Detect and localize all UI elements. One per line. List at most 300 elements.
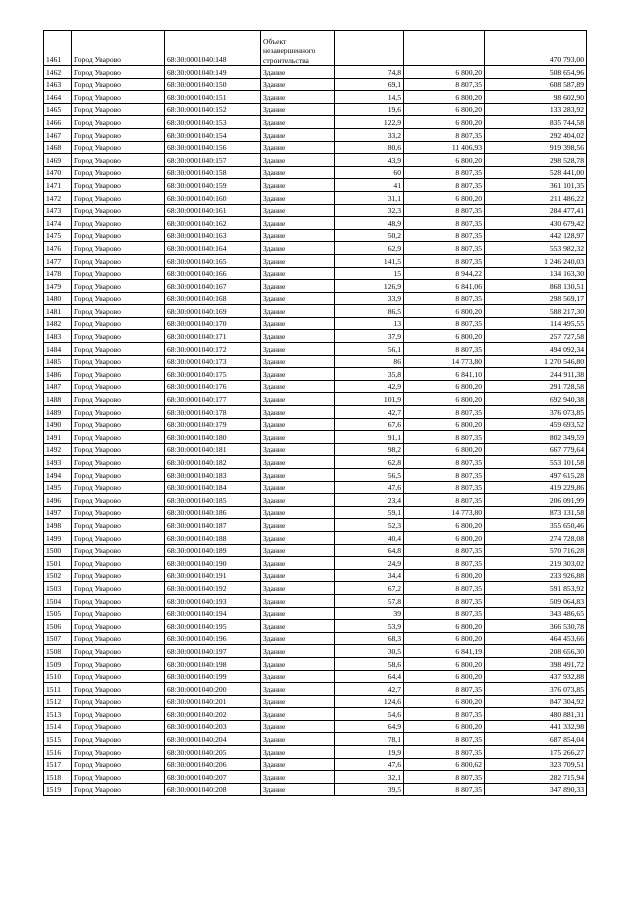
table-row xyxy=(44,670,587,683)
cadastral-number-cell: 68:30:0001040:158 xyxy=(165,166,261,179)
specific-value-cell: 6 800,20 xyxy=(404,418,485,431)
row-number-cell: 1498 xyxy=(44,519,72,532)
row-number-cell: 1484 xyxy=(44,343,72,356)
cadastral-number-cell: 68:30:0001040:199 xyxy=(165,670,261,683)
cadastral-number-cell: 68:30:0001040:166 xyxy=(165,267,261,280)
settlement-cell: Город Уварово xyxy=(72,280,165,293)
area-cell: 13 xyxy=(335,317,404,330)
object-type-cell: Здание xyxy=(261,191,335,204)
table-row xyxy=(44,469,587,482)
specific-value-cell: 6 800,20 xyxy=(404,670,485,683)
cadastral-number-cell: 68:30:0001040:151 xyxy=(165,91,261,104)
area-cell: 40,4 xyxy=(335,531,404,544)
specific-value-cell: 8 807,35 xyxy=(404,179,485,192)
object-type-cell: Здание xyxy=(261,305,335,318)
table-row xyxy=(44,607,587,620)
specific-value-cell: 6 800,20 xyxy=(404,330,485,343)
object-type-cell: Здание xyxy=(261,128,335,141)
table-row xyxy=(44,78,587,91)
cadastral-value-cell: 508 654,96 xyxy=(485,66,587,79)
cadastral-value-cell: 323 709,51 xyxy=(485,758,587,771)
cadastral-value-cell: 284 477,41 xyxy=(485,204,587,217)
cadastral-value-cell: 244 911,38 xyxy=(485,368,587,381)
cadastral-value-cell: 298 569,17 xyxy=(485,292,587,305)
area-cell: 42,9 xyxy=(335,380,404,393)
specific-value-cell: 8 807,35 xyxy=(404,771,485,784)
cadastral-value-cell: 233 926,88 xyxy=(485,569,587,582)
table-row xyxy=(44,91,587,104)
settlement-cell: Город Уварово xyxy=(72,217,165,230)
row-number-cell: 1509 xyxy=(44,657,72,670)
cadastral-number-cell: 68:30:0001040:175 xyxy=(165,368,261,381)
object-type-cell: Здание xyxy=(261,469,335,482)
settlement-cell: Город Уварово xyxy=(72,91,165,104)
area-cell: 33,9 xyxy=(335,292,404,305)
cadastral-number-cell: 68:30:0001040:169 xyxy=(165,305,261,318)
settlement-cell: Город Уварово xyxy=(72,380,165,393)
settlement-cell: Город Уварово xyxy=(72,695,165,708)
cadastral-value-cell: 494 092,34 xyxy=(485,343,587,356)
cadastral-value-cell: 292 404,02 xyxy=(485,128,587,141)
object-type-cell: Здание xyxy=(261,330,335,343)
row-number-cell: 1467 xyxy=(44,128,72,141)
cadastral-value-cell: 464 453,66 xyxy=(485,632,587,645)
specific-value-cell: 6 800,20 xyxy=(404,103,485,116)
area-cell: 67,2 xyxy=(335,582,404,595)
table-row xyxy=(44,746,587,759)
specific-value-cell: 8 807,35 xyxy=(404,292,485,305)
cadastral-number-cell: 68:30:0001040:189 xyxy=(165,544,261,557)
area-cell: 39,5 xyxy=(335,783,404,796)
object-type-cell: Здание xyxy=(261,582,335,595)
cadastral-value-cell: 528 441,00 xyxy=(485,166,587,179)
cadastral-number-cell: 68:30:0001040:165 xyxy=(165,254,261,267)
row-number-cell: 1463 xyxy=(44,78,72,91)
row-number-cell: 1506 xyxy=(44,620,72,633)
cadastral-value-cell: 291 728,58 xyxy=(485,380,587,393)
cadastral-number-cell: 68:30:0001040:176 xyxy=(165,380,261,393)
area-cell: 32,3 xyxy=(335,204,404,217)
row-number-cell: 1477 xyxy=(44,254,72,267)
settlement-cell: Город Уварово xyxy=(72,783,165,796)
specific-value-cell: 8 807,35 xyxy=(404,406,485,419)
cadastral-number-cell: 68:30:0001040:200 xyxy=(165,683,261,696)
object-type-cell: Здание xyxy=(261,368,335,381)
cadastral-value-cell: 134 163,30 xyxy=(485,267,587,280)
row-number-cell: 1512 xyxy=(44,695,72,708)
settlement-cell: Город Уварово xyxy=(72,582,165,595)
object-type-cell: Здание xyxy=(261,657,335,670)
cadastral-number-cell: 68:30:0001040:203 xyxy=(165,720,261,733)
specific-value-cell: 11 406,93 xyxy=(404,141,485,154)
row-number-cell: 1469 xyxy=(44,154,72,167)
area-cell: 52,3 xyxy=(335,519,404,532)
settlement-cell: Город Уварово xyxy=(72,368,165,381)
settlement-cell: Город Уварово xyxy=(72,204,165,217)
table-row xyxy=(44,431,587,444)
specific-value-cell: 6 841,19 xyxy=(404,645,485,658)
cadastral-value-cell: 298 528,78 xyxy=(485,154,587,167)
cadastral-number-cell: 68:30:0001040:177 xyxy=(165,393,261,406)
cadastral-number-cell: 68:30:0001040:156 xyxy=(165,141,261,154)
object-type-cell: Здание xyxy=(261,66,335,79)
settlement-cell: Город Уварово xyxy=(72,720,165,733)
object-type-cell: Здание xyxy=(261,217,335,230)
row-number-cell: 1499 xyxy=(44,531,72,544)
specific-value-cell: 6 841,10 xyxy=(404,368,485,381)
cadastral-value-cell: 608 587,89 xyxy=(485,78,587,91)
cadastral-value-cell: 442 128,97 xyxy=(485,229,587,242)
table-row xyxy=(44,229,587,242)
object-type-cell: Здание xyxy=(261,103,335,116)
table-row xyxy=(44,166,587,179)
specific-value-cell: 8 807,35 xyxy=(404,733,485,746)
area-cell: 19,9 xyxy=(335,746,404,759)
specific-value-cell: 6 800,20 xyxy=(404,531,485,544)
area-cell: 15 xyxy=(335,267,404,280)
specific-value-cell: 8 807,35 xyxy=(404,783,485,796)
object-type-cell: Здание xyxy=(261,292,335,305)
settlement-cell: Город Уварово xyxy=(72,431,165,444)
cadastral-number-cell: 68:30:0001040:194 xyxy=(165,607,261,620)
row-number-cell: 1468 xyxy=(44,141,72,154)
settlement-cell: Город Уварово xyxy=(72,708,165,721)
settlement-cell: Город Уварово xyxy=(72,771,165,784)
settlement-cell: Город Уварово xyxy=(72,632,165,645)
cadastral-number-cell: 68:30:0001040:172 xyxy=(165,343,261,356)
row-number-cell: 1491 xyxy=(44,431,72,444)
table-row xyxy=(44,519,587,532)
row-number-cell: 1504 xyxy=(44,594,72,607)
row-number-cell: 1471 xyxy=(44,179,72,192)
area-cell: 42,7 xyxy=(335,683,404,696)
table-row xyxy=(44,695,587,708)
area-cell: 23,4 xyxy=(335,494,404,507)
cadastral-value-cell: 553 982,32 xyxy=(485,242,587,255)
object-type-cell: Здание xyxy=(261,531,335,544)
table-row xyxy=(44,783,587,796)
row-number-cell: 1494 xyxy=(44,469,72,482)
object-type-cell: Здание xyxy=(261,91,335,104)
specific-value-cell: 6 800,20 xyxy=(404,632,485,645)
object-type-cell: Здание xyxy=(261,204,335,217)
row-number-cell: 1482 xyxy=(44,317,72,330)
object-type-cell: Здание xyxy=(261,166,335,179)
object-type-cell: Здание xyxy=(261,557,335,570)
settlement-cell: Город Уварово xyxy=(72,141,165,154)
specific-value-cell: 6 800,20 xyxy=(404,695,485,708)
cadastral-value-cell: 802 349,59 xyxy=(485,431,587,444)
area-cell: 64,8 xyxy=(335,544,404,557)
specific-value-cell: 8 807,35 xyxy=(404,544,485,557)
cadastral-value-cell: 257 727,58 xyxy=(485,330,587,343)
table-row xyxy=(44,456,587,469)
table-row xyxy=(44,418,587,431)
row-number-cell: 1502 xyxy=(44,569,72,582)
specific-value-cell: 6 800,20 xyxy=(404,569,485,582)
cadastral-value-cell: 847 304,92 xyxy=(485,695,587,708)
settlement-cell: Город Уварово xyxy=(72,254,165,267)
object-type-cell: Здание xyxy=(261,418,335,431)
cadastral-number-cell: 68:30:0001040:153 xyxy=(165,116,261,129)
row-number-cell: 1492 xyxy=(44,443,72,456)
row-number-cell: 1487 xyxy=(44,380,72,393)
table-row xyxy=(44,343,587,356)
settlement-cell: Город Уварово xyxy=(72,191,165,204)
row-number-cell: 1461 xyxy=(44,31,72,66)
cadastral-value-cell: 366 530,78 xyxy=(485,620,587,633)
settlement-cell: Город Уварово xyxy=(72,758,165,771)
object-type-cell: Здание xyxy=(261,683,335,696)
table-row xyxy=(44,330,587,343)
object-type-cell: Здание xyxy=(261,406,335,419)
cadastral-value-cell: 588 217,30 xyxy=(485,305,587,318)
settlement-cell: Город Уварово xyxy=(72,154,165,167)
cadastral-number-cell: 68:30:0001040:180 xyxy=(165,431,261,444)
row-number-cell: 1511 xyxy=(44,683,72,696)
row-number-cell: 1503 xyxy=(44,582,72,595)
specific-value-cell: 14 773,80 xyxy=(404,355,485,368)
area-cell: 24,9 xyxy=(335,557,404,570)
table-row xyxy=(44,305,587,318)
row-number-cell: 1493 xyxy=(44,456,72,469)
cadastral-value-cell: 282 715,94 xyxy=(485,771,587,784)
specific-value-cell: 8 807,35 xyxy=(404,494,485,507)
specific-value-cell: 6 800,20 xyxy=(404,720,485,733)
area-cell: 78,1 xyxy=(335,733,404,746)
cadastral-value-cell: 355 650,46 xyxy=(485,519,587,532)
row-number-cell: 1518 xyxy=(44,771,72,784)
area-cell: 41 xyxy=(335,179,404,192)
area-cell: 141,5 xyxy=(335,254,404,267)
cadastral-value-cell: 441 332,98 xyxy=(485,720,587,733)
specific-value-cell: 8 807,35 xyxy=(404,582,485,595)
area-cell: 80,6 xyxy=(335,141,404,154)
cadastral-number-cell: 68:30:0001040:148 xyxy=(165,31,261,66)
cadastral-value-cell: 873 131,58 xyxy=(485,506,587,519)
object-type-cell: Здание xyxy=(261,481,335,494)
cadastral-number-cell: 68:30:0001040:188 xyxy=(165,531,261,544)
specific-value-cell: 8 807,35 xyxy=(404,469,485,482)
table-row xyxy=(44,708,587,721)
object-type-cell: Здание xyxy=(261,179,335,192)
object-type-cell: Здание xyxy=(261,544,335,557)
settlement-cell: Город Уварово xyxy=(72,128,165,141)
row-number-cell: 1501 xyxy=(44,557,72,570)
cadastral-value-cell: 437 932,88 xyxy=(485,670,587,683)
area-cell: 64,4 xyxy=(335,670,404,683)
cadastral-number-cell: 68:30:0001040:206 xyxy=(165,758,261,771)
settlement-cell: Город Уварово xyxy=(72,481,165,494)
settlement-cell: Город Уварово xyxy=(72,670,165,683)
object-type-cell: Здание xyxy=(261,431,335,444)
cadastral-value-cell: 591 853,92 xyxy=(485,582,587,595)
row-number-cell: 1490 xyxy=(44,418,72,431)
specific-value-cell: 8 807,35 xyxy=(404,746,485,759)
object-type-cell: Здание xyxy=(261,380,335,393)
area-cell xyxy=(335,31,404,66)
area-cell: 50,2 xyxy=(335,229,404,242)
cadastral-value-cell: 692 940,38 xyxy=(485,393,587,406)
specific-value-cell: 6 800,20 xyxy=(404,305,485,318)
area-cell: 37,9 xyxy=(335,330,404,343)
settlement-cell: Город Уварово xyxy=(72,116,165,129)
settlement-cell: Город Уварово xyxy=(72,31,165,66)
cadastral-value-cell: 361 101,35 xyxy=(485,179,587,192)
area-cell: 35,8 xyxy=(335,368,404,381)
specific-value-cell: 8 807,35 xyxy=(404,557,485,570)
area-cell: 39 xyxy=(335,607,404,620)
object-type-cell: Здание xyxy=(261,519,335,532)
cadastral-number-cell: 68:30:0001040:157 xyxy=(165,154,261,167)
table-row xyxy=(44,632,587,645)
object-type-cell: Здание xyxy=(261,720,335,733)
row-number-cell: 1516 xyxy=(44,746,72,759)
area-cell: 64,9 xyxy=(335,720,404,733)
specific-value-cell: 8 807,35 xyxy=(404,317,485,330)
cadastral-number-cell: 68:30:0001040:183 xyxy=(165,469,261,482)
settlement-cell: Город Уварово xyxy=(72,569,165,582)
row-number-cell: 1466 xyxy=(44,116,72,129)
cadastral-number-cell: 68:30:0001040:154 xyxy=(165,128,261,141)
cadastral-value-cell: 398 491,72 xyxy=(485,657,587,670)
table-row xyxy=(44,645,587,658)
table-row xyxy=(44,116,587,129)
cadastral-number-cell: 68:30:0001040:168 xyxy=(165,292,261,305)
specific-value-cell: 8 807,35 xyxy=(404,481,485,494)
table-row xyxy=(44,217,587,230)
row-number-cell: 1480 xyxy=(44,292,72,305)
row-number-cell: 1505 xyxy=(44,607,72,620)
cadastral-number-cell: 68:30:0001040:190 xyxy=(165,557,261,570)
specific-value-cell: 6 800,20 xyxy=(404,443,485,456)
row-number-cell: 1497 xyxy=(44,506,72,519)
area-cell: 30,5 xyxy=(335,645,404,658)
specific-value-cell: 8 807,35 xyxy=(404,254,485,267)
row-number-cell: 1496 xyxy=(44,494,72,507)
area-cell: 126,9 xyxy=(335,280,404,293)
cadastral-value-cell: 347 890,33 xyxy=(485,783,587,796)
table-row xyxy=(44,31,587,66)
settlement-cell: Город Уварово xyxy=(72,355,165,368)
table-row xyxy=(44,569,587,582)
settlement-cell: Город Уварово xyxy=(72,746,165,759)
object-type-cell: Здание xyxy=(261,343,335,356)
object-type-cell: Здание xyxy=(261,456,335,469)
settlement-cell: Город Уварово xyxy=(72,494,165,507)
settlement-cell: Город Уварово xyxy=(72,406,165,419)
table-body xyxy=(44,31,587,796)
object-type-cell: Здание xyxy=(261,267,335,280)
area-cell: 59,1 xyxy=(335,506,404,519)
area-cell: 57,8 xyxy=(335,594,404,607)
specific-value-cell: 8 807,35 xyxy=(404,78,485,91)
table-row xyxy=(44,393,587,406)
settlement-cell: Город Уварово xyxy=(72,78,165,91)
cadastral-value-cell: 570 716,28 xyxy=(485,544,587,557)
settlement-cell: Город Уварово xyxy=(72,330,165,343)
table-row xyxy=(44,443,587,456)
settlement-cell: Город Уварово xyxy=(72,166,165,179)
area-cell: 101,9 xyxy=(335,393,404,406)
specific-value-cell: 6 800,20 xyxy=(404,393,485,406)
specific-value-cell: 14 773,80 xyxy=(404,506,485,519)
settlement-cell: Город Уварово xyxy=(72,305,165,318)
row-number-cell: 1517 xyxy=(44,758,72,771)
cadastral-number-cell: 68:30:0001040:159 xyxy=(165,179,261,192)
settlement-cell: Город Уварово xyxy=(72,544,165,557)
table-row xyxy=(44,141,587,154)
cadastral-number-cell: 68:30:0001040:167 xyxy=(165,280,261,293)
object-type-cell: Здание xyxy=(261,670,335,683)
table-row xyxy=(44,280,587,293)
cadastral-value-cell: 835 744,58 xyxy=(485,116,587,129)
table-row xyxy=(44,380,587,393)
cadastral-number-cell: 68:30:0001040:205 xyxy=(165,746,261,759)
table-row xyxy=(44,66,587,79)
area-cell: 48,9 xyxy=(335,217,404,230)
cadastral-number-cell: 68:30:0001040:193 xyxy=(165,594,261,607)
specific-value-cell: 8 807,35 xyxy=(404,204,485,217)
row-number-cell: 1470 xyxy=(44,166,72,179)
specific-value-cell: 6 800,62 xyxy=(404,758,485,771)
cadastral-number-cell: 68:30:0001040:185 xyxy=(165,494,261,507)
table-row xyxy=(44,657,587,670)
cadastral-value-cell: 219 303,02 xyxy=(485,557,587,570)
table-row xyxy=(44,771,587,784)
settlement-cell: Город Уварово xyxy=(72,469,165,482)
area-cell: 98,2 xyxy=(335,443,404,456)
area-cell: 54,6 xyxy=(335,708,404,721)
cadastral-number-cell: 68:30:0001040:162 xyxy=(165,217,261,230)
area-cell: 91,1 xyxy=(335,431,404,444)
row-number-cell: 1465 xyxy=(44,103,72,116)
row-number-cell: 1519 xyxy=(44,783,72,796)
cadastral-value-cell: 208 656,30 xyxy=(485,645,587,658)
specific-value-cell: 6 800,20 xyxy=(404,154,485,167)
row-number-cell: 1495 xyxy=(44,481,72,494)
specific-value-cell: 6 800,20 xyxy=(404,91,485,104)
object-type-cell: Здание xyxy=(261,443,335,456)
settlement-cell: Город Уварово xyxy=(72,657,165,670)
settlement-cell: Город Уварово xyxy=(72,531,165,544)
settlement-cell: Город Уварово xyxy=(72,393,165,406)
area-cell: 56,5 xyxy=(335,469,404,482)
settlement-cell: Город Уварово xyxy=(72,519,165,532)
settlement-cell: Город Уварово xyxy=(72,267,165,280)
table-row xyxy=(44,242,587,255)
cadastral-number-cell: 68:30:0001040:160 xyxy=(165,191,261,204)
cadastral-number-cell: 68:30:0001040:198 xyxy=(165,657,261,670)
cadastral-value-cell: 175 266,27 xyxy=(485,746,587,759)
cadastral-value-cell: 919 398,56 xyxy=(485,141,587,154)
cadastral-number-cell: 68:30:0001040:191 xyxy=(165,569,261,582)
area-cell: 43,9 xyxy=(335,154,404,167)
settlement-cell: Город Уварово xyxy=(72,557,165,570)
row-number-cell: 1473 xyxy=(44,204,72,217)
object-type-cell: Здание xyxy=(261,733,335,746)
table-row xyxy=(44,267,587,280)
row-number-cell: 1513 xyxy=(44,708,72,721)
cadastral-value-cell: 211 486,22 xyxy=(485,191,587,204)
settlement-cell: Город Уварово xyxy=(72,292,165,305)
area-cell: 86 xyxy=(335,355,404,368)
cadastral-number-cell: 68:30:0001040:178 xyxy=(165,406,261,419)
object-type-cell: Здание xyxy=(261,229,335,242)
cadastral-value-cell: 459 693,52 xyxy=(485,418,587,431)
table-row xyxy=(44,481,587,494)
row-number-cell: 1507 xyxy=(44,632,72,645)
